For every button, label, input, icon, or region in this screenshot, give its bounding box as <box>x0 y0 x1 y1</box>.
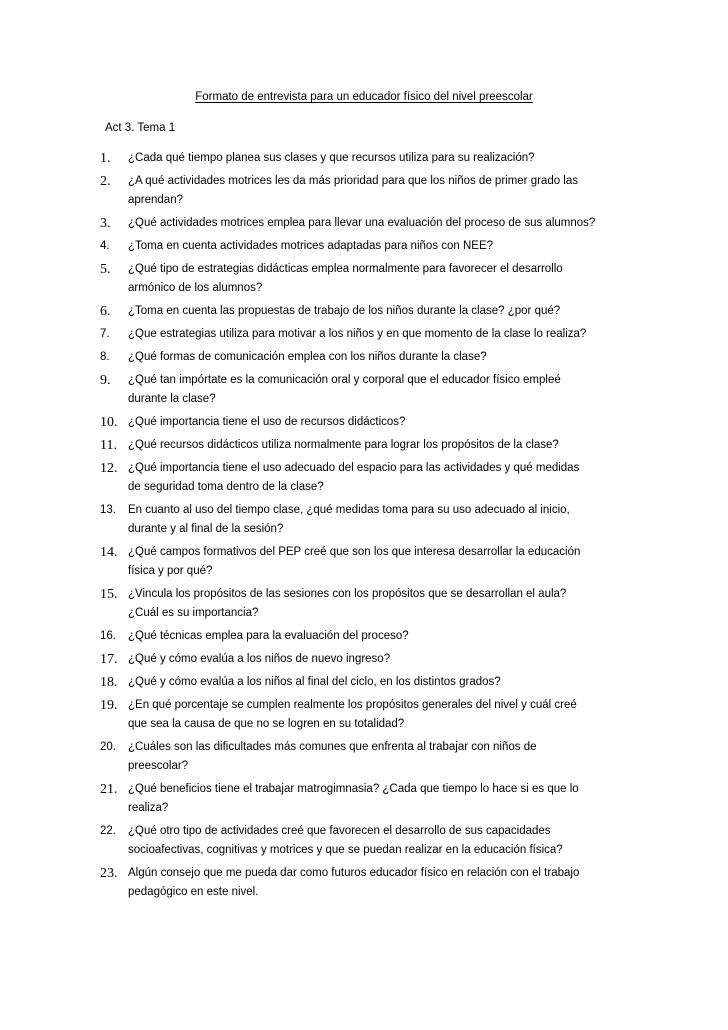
question-item <box>100 237 640 256</box>
question-text: ¿Qué técnicas emplea para la evaluación del proceso? <box>128 630 409 642</box>
question-text: ¿Qué y cómo evalúa a los niños de nuevo ingreso? <box>128 653 391 665</box>
question-item <box>100 627 640 646</box>
question-text: ¿En qué porcentaje se cumplen realmente los propósitos generales del nivel y cuál creé que sea la causa de que no se logren en su totalidad? <box>128 699 577 730</box>
question-item <box>100 260 640 298</box>
question-text: ¿Toma en cuenta las propuestas de trabajo de los niños durante la clase? ¿por qué? <box>128 305 561 317</box>
question-number: 2. <box>100 174 111 189</box>
question-number: 21. <box>100 782 118 797</box>
question-text: ¿Qué otro tipo de actividades creé que favorecen el desarrollo de sus capacidades socioafectivas, cognitivas y motrices y que se puedan realizar en la educación física? <box>128 825 563 856</box>
question-text: ¿Qué beneficios tiene el trabajar matrogimnasia? ¿Cada que tiempo lo hace si es que lo realiza? <box>128 783 579 814</box>
question-text: Algún consejo que me pueda dar como futuros educador físico en relación con el trabajo pedagógico en este nivel. <box>128 867 580 898</box>
question-number: 11. <box>100 438 117 453</box>
question-text: ¿A qué actividades motrices les da más prioridad para que los niños de primer grado las aprendan? <box>128 175 579 206</box>
question-item <box>100 585 640 623</box>
document-title: Formato de entrevista para un educador físico del nivel preescolar <box>195 91 533 103</box>
question-number: 14. <box>100 545 118 560</box>
question-item <box>100 214 640 233</box>
document-subtitle: Act 3. Tema 1 <box>105 122 176 134</box>
question-text: ¿Qué tipo de estrategias didácticas emplea normalmente para favorecer el desarrollo armónico de los alumnos? <box>128 263 563 294</box>
question-text: ¿Qué actividades motrices emplea para llevar una evaluación del proceso de sus alumnos? <box>128 217 596 229</box>
question-text: ¿Qué formas de comunicación emplea con los niños durante la clase? <box>128 351 487 363</box>
question-item <box>100 371 640 409</box>
question-number: 12. <box>100 461 118 476</box>
question-number: 18. <box>100 675 118 690</box>
question-item <box>100 348 640 367</box>
question-item <box>100 436 640 455</box>
question-number: 10. <box>100 415 118 430</box>
question-text: ¿Vincula los propósitos de las sesiones con los propósitos que se desarrollan el aula? ¿Cuál es su importancia? <box>128 588 567 619</box>
question-item <box>100 459 640 497</box>
question-number: 9. <box>100 373 111 388</box>
question-number: 1. <box>100 151 111 166</box>
question-item <box>100 413 640 432</box>
question-item <box>100 864 640 902</box>
question-number: 5. <box>100 262 111 277</box>
question-item <box>100 696 640 734</box>
question-item <box>100 673 640 692</box>
question-number: 7. <box>100 328 110 340</box>
question-number: 23. <box>100 866 118 881</box>
question-item <box>100 780 640 818</box>
question-item <box>100 738 640 776</box>
question-text: En cuanto al uso del tiempo clase, ¿qué medidas toma para su uso adecuado al inicio, durante y al final de la sesión? <box>128 504 570 535</box>
question-text: ¿Qué y cómo evalúa a los niños al final del ciclo, en los distintos grados? <box>128 676 501 688</box>
question-text: ¿Qué campos formativos del PEP creé que son los que interesa desarrollar la educación física y por qué? <box>128 546 581 577</box>
question-number: 16. <box>100 630 116 642</box>
question-text: ¿Qué importancia tiene el uso de recursos didácticos? <box>128 416 406 428</box>
question-list <box>100 149 640 906</box>
question-number: 4. <box>100 240 110 252</box>
question-text: ¿Qué importancia tiene el uso adecuado del espacio para las actividades y qué medidas de seguridad toma dentro de la clase? <box>128 462 580 493</box>
question-number: 17. <box>100 652 118 667</box>
question-text: ¿Toma en cuenta actividades motrices adaptadas para niños con NEE? <box>128 240 494 252</box>
question-number: 8. <box>100 351 110 363</box>
question-text: ¿Qué recursos didácticos utiliza normalmente para lograr los propósitos de la clase? <box>128 439 559 451</box>
question-item <box>100 543 640 581</box>
question-item <box>100 822 640 860</box>
question-text: ¿Cuáles son las dificultades más comunes que enfrenta al trabajar con niños de preescolar? <box>128 741 537 772</box>
question-number: 22. <box>100 825 116 837</box>
question-item <box>100 650 640 669</box>
question-text: ¿Que estrategias utiliza para motivar a los niños y en que momento de la clase lo realiza? <box>128 328 587 340</box>
question-item <box>100 325 640 344</box>
question-number: 19. <box>100 698 118 713</box>
question-item <box>100 172 640 210</box>
question-number: 20. <box>100 741 116 753</box>
question-number: 6. <box>100 304 111 319</box>
question-number: 15. <box>100 587 118 602</box>
question-text: ¿Cada qué tiempo planea sus clases y que recursos utiliza para su realización? <box>128 152 535 164</box>
question-number: 13. <box>100 504 116 516</box>
question-item <box>100 501 640 539</box>
question-text: ¿Qué tan impórtate es la comunicación oral y corporal que el educador físico empleé durante la clase? <box>128 374 561 405</box>
question-item <box>100 302 640 321</box>
question-number: 3. <box>100 216 111 231</box>
question-item <box>100 149 640 168</box>
